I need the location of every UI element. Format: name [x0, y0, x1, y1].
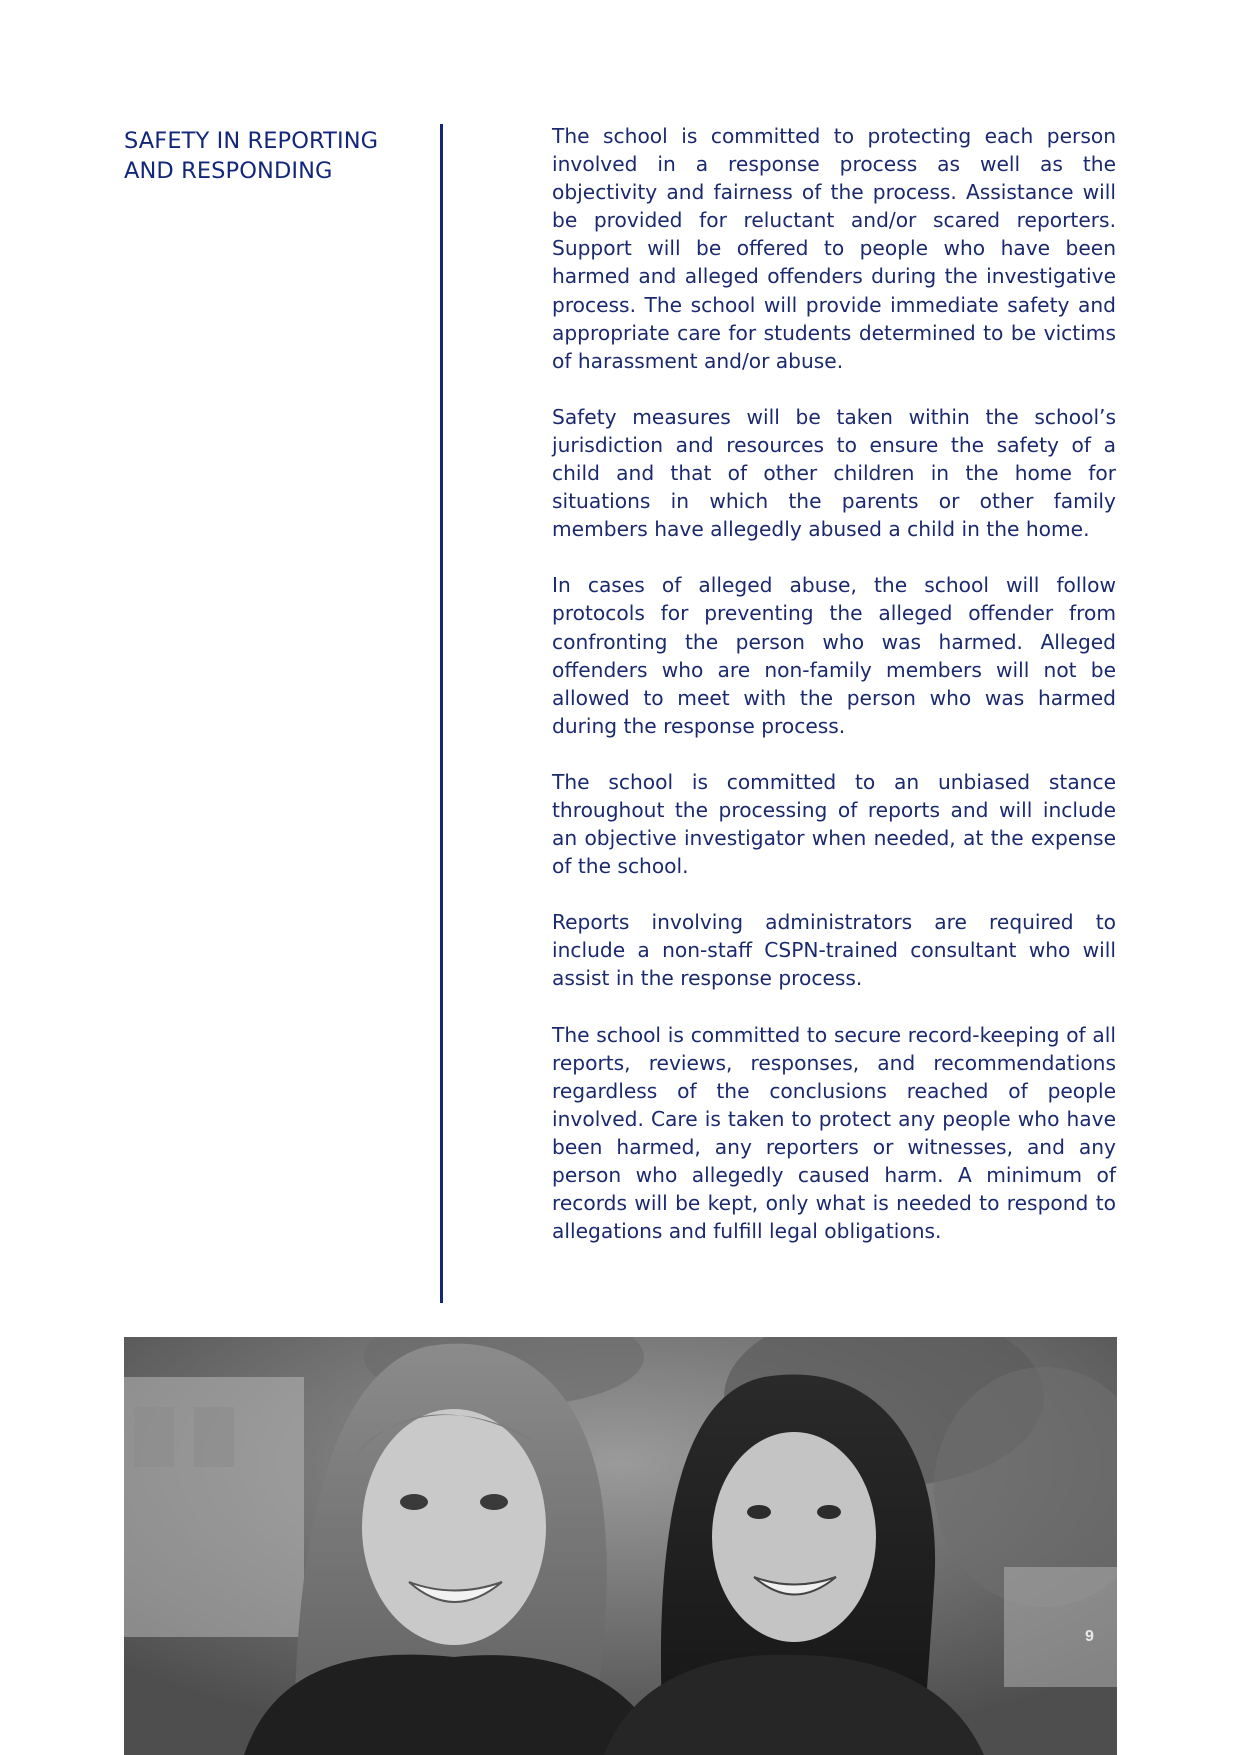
students-photo — [124, 1337, 1117, 1755]
section-title — [124, 126, 424, 186]
photo-illustration — [124, 1337, 1117, 1755]
paragraph-5: Reports involving administrators are required to include a non-staff CSPN-trained consultant who will assist in the response process. — [552, 910, 1116, 991]
paragraph-3: In cases of alleged abuse, the school will follow protocols for preventing the alleged offender from confronting the person who was harmed. Alleged offenders who are non-family members will not be allowed to meet with the person who was harmed during the response process. — [552, 573, 1116, 738]
paragraph-1: The school is committed to protecting each person involved in a response process as well as the objectivity and fairness of the process. Assistance will be provided for reluctant and/or scared reporters. Support will be offered to people who have been harmed and alleged offenders during the investigative process. The school will provide immediate safety and appropriate care for students determined to be victims of harassment and/or abuse. — [552, 124, 1116, 373]
section-title-line-1: SAFETY IN REPORTING — [124, 128, 379, 154]
paragraph-2: Safety measures will be taken within the school’s jurisdiction and resources to ensure the safety of a child and that of other children in the home for situations in which the parents or other family members have allegedly abused a child in the home. — [552, 404, 1116, 542]
body-text — [552, 122, 1116, 1273]
vertical-divider — [440, 124, 443, 1303]
paragraph-4: The school is committed to an unbiased stance throughout the processing of reports and will include an objective investigator when needed, at the expense of the school. — [552, 769, 1116, 879]
section-title-line-2: AND RESPONDING — [124, 158, 333, 184]
paragraph-6: The school is committed to secure record-keeping of all reports, reviews, responses, and recommendations regardless of the conclusions reached of people involved. Care is taken to protect any people who have been harmed, any reporters or witnesses, and any person who allegedly caused harm. A minimum of records will be kept, only what is needed to respond to allegations and fulfill legal obligations. — [552, 1022, 1116, 1244]
page-number: 9 — [1085, 1628, 1094, 1645]
